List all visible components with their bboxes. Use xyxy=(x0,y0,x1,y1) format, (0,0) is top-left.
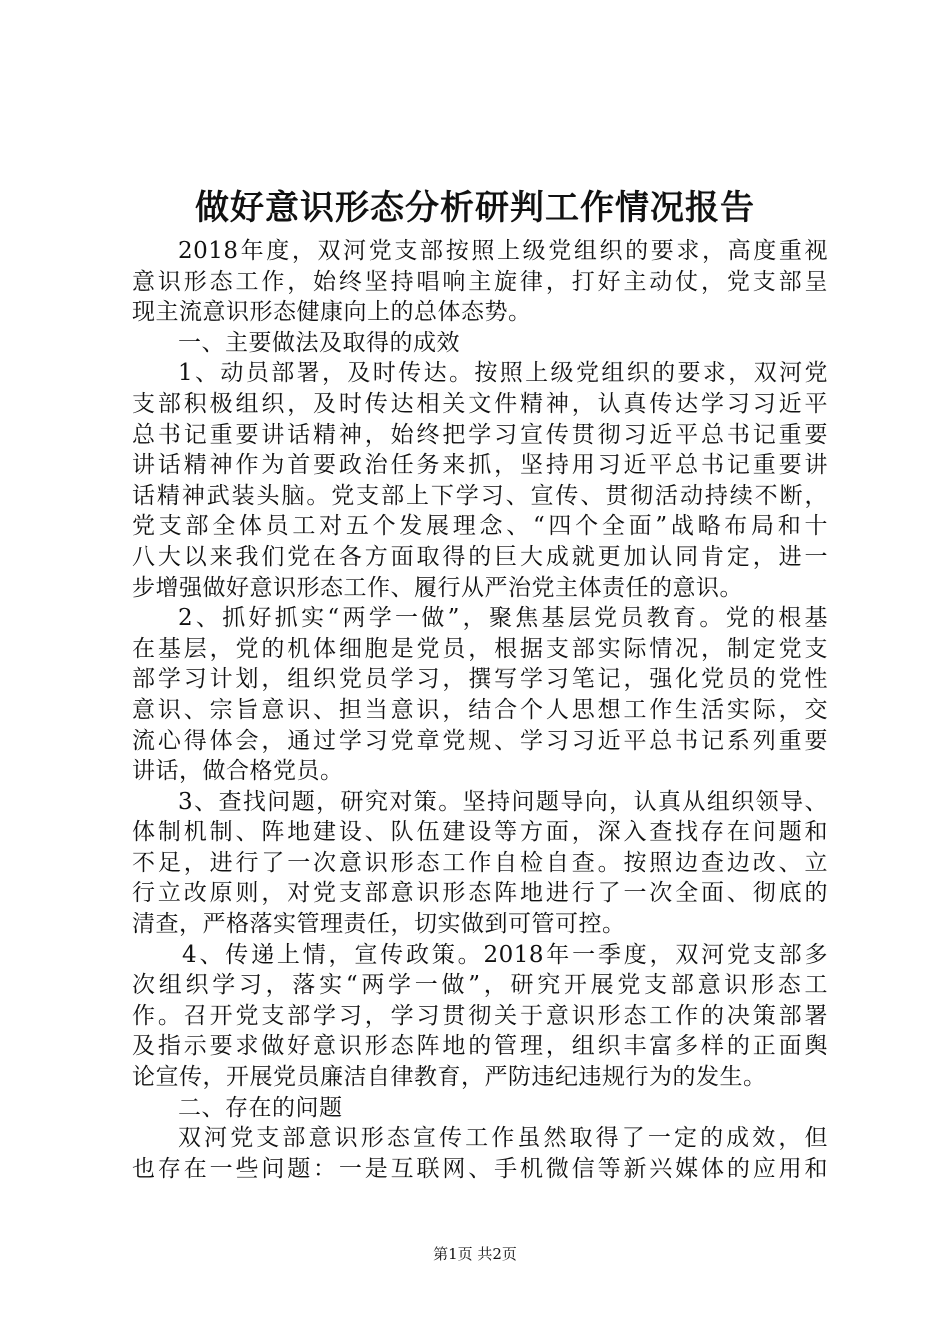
paragraph-line: 3、查找问题，研究对策。坚持问题导向，认真从组织领导、 xyxy=(178,788,828,815)
paragraph-line: 讲话精神作为首要政治任务来抓，坚持用习近平总书记重要讲 xyxy=(132,452,828,479)
paragraph-line: 现主流意识形态健康向上的总体态势。 xyxy=(132,299,532,326)
section-heading: 二、存在的问题 xyxy=(178,1094,343,1121)
paragraph-line: 支部积极组织，及时传达相关文件精神，认真传达学习习近平 xyxy=(132,390,828,417)
paragraph-line: 话精神武装头脑。党支部上下学习、宣传、贯彻活动持续不断， xyxy=(132,482,828,509)
paragraph-line: 流心得体会，通过学习党章党规、学习习近平总书记系列重要 xyxy=(132,727,828,754)
paragraph-line: 也存在一些问题：一是互联网、手机微信等新兴媒体的应用和 xyxy=(132,1155,828,1182)
paragraph-line: 次组织学习，落实“两学一做”，研究开展党支部意识形态工 xyxy=(132,972,828,999)
paragraph-line: 部学习计划，组织党员学习，撰写学习笔记，强化党员的党性 xyxy=(132,666,828,693)
paragraph-line: 2、抓好抓实“两学一做”，聚焦基层党员教育。党的根基 xyxy=(178,605,828,632)
paragraph-line: 总书记重要讲话精神，始终把学习宣传贯彻习近平总书记重要 xyxy=(132,421,828,448)
paragraph-line: 意识形态工作，始终坚持唱响主旋律，打好主动仗，党支部呈 xyxy=(132,268,828,295)
paragraph-line: 不足，进行了一次意识形态工作自检自查。按照边查边改、立 xyxy=(132,849,828,876)
paragraph-line: 1、动员部署，及时传达。按照上级党组织的要求，双河党 xyxy=(178,360,828,387)
paragraph-line: 清查，严格落实管理责任，切实做到可管可控。 xyxy=(132,911,626,938)
document-title: 做好意识形态分析研判工作情况报告 xyxy=(195,188,755,228)
document-body xyxy=(132,236,828,1184)
paragraph-line: 八大以来我们党在各方面取得的巨大成就更加认同肯定，进一 xyxy=(132,543,828,570)
paragraph-line: 讲话，做合格党员。 xyxy=(132,758,344,785)
paragraph-line: 在基层，党的机体细胞是党员，根据支部实际情况，制定党支 xyxy=(132,635,828,662)
paragraph-line: 步增强做好意识形态工作、履行从严治党主体责任的意识。 xyxy=(132,574,743,601)
paragraph-line: 意识、宗旨意识、担当意识，结合个人思想工作生活实际，交 xyxy=(132,696,828,723)
paragraph-line: 论宣传，开展党员廉洁自律教育，严防违纪违规行为的发生。 xyxy=(132,1064,767,1091)
paragraph-line: 党支部全体员工对五个发展理念、“四个全面”战略布局和十 xyxy=(132,513,828,540)
paragraph-line: 行立改原则，对党支部意识形态阵地进行了一次全面、彻底的 xyxy=(132,880,828,907)
paragraph-line: 作。召开党支部学习，学习贯彻关于意识形态工作的决策部署 xyxy=(132,1002,828,1029)
page-number-footer: 第1页 共2页 xyxy=(433,1245,517,1263)
section-heading: 一、主要做法及取得的成效 xyxy=(178,329,460,356)
paragraph-line: 4、传递上情，宣传政策。2018年一季度，双河党支部多 xyxy=(182,941,828,968)
paragraph-line: 双河党支部意识形态宣传工作虽然取得了一定的成效，但 xyxy=(178,1125,828,1152)
paragraph-line: 体制机制、阵地建设、队伍建设等方面，深入查找存在问题和 xyxy=(132,819,828,846)
paragraph-line: 2018年度，双河党支部按照上级党组织的要求，高度重视 xyxy=(178,238,828,264)
paragraph-line: 及指示要求做好意识形态阵地的管理，组织丰富多样的正面舆 xyxy=(132,1033,828,1060)
